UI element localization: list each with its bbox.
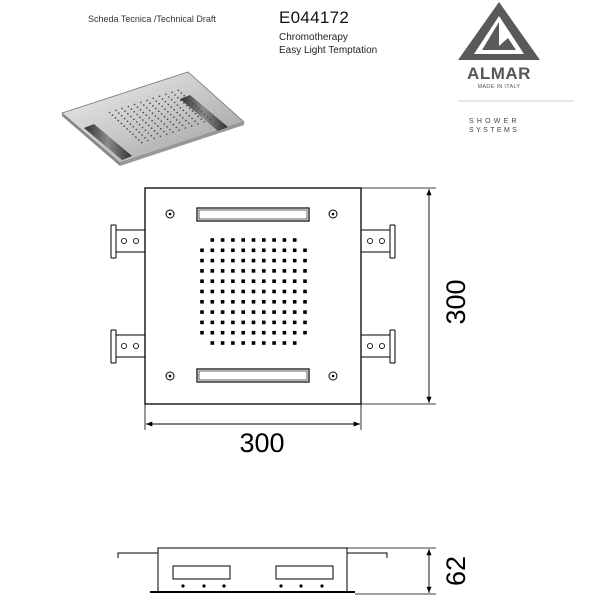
nozzle [293,259,297,263]
render-nozzle [192,110,194,112]
nozzle [293,341,297,345]
render-nozzle [185,120,187,122]
nozzle [262,238,266,242]
nozzle [211,279,215,283]
nozzle [200,249,204,253]
render-nozzle [188,123,190,125]
nozzle [262,279,266,283]
nozzle [200,290,204,294]
render-nozzle [161,113,163,115]
render-nozzle [207,116,209,118]
render-nozzle [140,109,142,111]
nozzle [200,300,204,304]
render-nozzle [109,112,111,114]
render-nozzle [145,129,147,131]
nozzle [221,259,225,263]
render-nozzle [133,126,135,128]
render-nozzle [121,115,123,117]
render-nozzle [189,108,191,110]
nozzle [231,300,235,304]
render-nozzle [148,117,150,119]
render-nozzle [115,117,117,119]
nozzle [211,269,215,273]
nozzle [221,321,225,325]
render-nozzle [186,105,188,107]
nozzle [293,290,297,294]
render-nozzle [185,127,187,129]
nozzle [303,269,307,273]
render-nozzle [128,106,130,108]
nozzle [211,290,215,294]
render-nozzle [130,116,132,118]
nozzle [293,310,297,314]
nozzle [200,310,204,314]
render-nozzle [182,125,184,127]
nozzle [200,269,204,273]
render-nozzle [160,128,162,130]
nozzle [262,310,266,314]
nozzle [241,238,245,242]
render-nozzle [118,112,120,114]
render-nozzle [131,108,133,110]
render-nozzle [155,115,157,117]
nozzle [241,341,245,345]
render-nozzle [183,102,185,104]
product-code: E044172 [279,8,350,27]
nozzle [303,331,307,335]
render-nozzle [170,121,172,123]
render-nozzle [201,118,203,120]
nozzle [252,331,256,335]
nozzle [293,238,297,242]
nozzle [252,300,256,304]
render-nozzle [198,108,200,110]
render-nozzle [148,125,150,127]
render-nozzle [130,123,132,125]
render-nozzle [136,114,138,116]
nozzle [241,321,245,325]
render-nozzle [179,122,181,124]
render-nozzle [176,119,178,121]
render-nozzle [186,98,188,100]
nozzle [252,269,256,273]
render-nozzle [194,120,196,122]
render-nozzle [135,136,137,138]
render-nozzle [178,90,180,92]
nozzle [283,310,287,314]
nozzle [262,259,266,263]
render-nozzle [171,106,173,108]
nozzle [252,259,256,263]
render-nozzle [186,112,188,114]
render-nozzle [133,119,135,121]
render-nozzle [192,103,194,105]
render-nozzle [201,111,203,113]
nozzle [303,249,307,253]
render-nozzle [164,108,166,110]
render-nozzle [149,110,151,112]
render-nozzle [172,131,174,133]
nozzle [211,238,215,242]
render-nozzle [182,117,184,119]
nozzle [293,279,297,283]
nozzle [200,331,204,335]
render-nozzle [136,129,138,131]
render-nozzle [210,119,212,121]
nozzle [262,300,266,304]
nozzle [241,331,245,335]
nozzle [303,279,307,283]
nozzle [221,238,225,242]
render-nozzle [161,121,163,123]
render-nozzle [168,104,170,106]
nozzle [221,331,225,335]
nozzle [272,279,276,283]
nozzle [252,310,256,314]
nozzle [283,259,287,263]
nozzle [272,300,276,304]
document-type-label: Scheda Tecnica /Technical Draft [88,14,216,24]
nozzle [283,300,287,304]
nozzle [211,300,215,304]
render-nozzle [121,108,123,110]
render-nozzle [115,110,117,112]
render-nozzle [139,117,141,119]
nozzle [283,279,287,283]
nozzle [211,259,215,263]
nozzle [241,279,245,283]
render-nozzle [139,124,141,126]
render-nozzle [158,118,160,120]
render-nozzle [159,96,161,98]
nozzle [252,238,256,242]
nozzle [303,300,307,304]
render-nozzle [142,127,144,129]
product-render [62,72,244,166]
render-nozzle [152,105,154,107]
render-nozzle [171,92,173,94]
render-nozzle [156,100,158,102]
nozzle [283,269,287,273]
render-nozzle [163,123,165,125]
nozzle [303,259,307,263]
render-nozzle [144,137,146,139]
render-nozzle [197,123,199,125]
render-nozzle [134,104,136,106]
render-nozzle [166,134,168,136]
render-nozzle [171,99,173,101]
nozzle [283,290,287,294]
render-nozzle [195,106,197,108]
render-nozzle [176,112,178,114]
nozzle [303,290,307,294]
render-nozzle [169,129,171,131]
render-nozzle [127,113,129,115]
nozzle [221,290,225,294]
render-nozzle [138,132,140,134]
render-nozzle [173,124,175,126]
render-nozzle [183,95,185,97]
nozzle [262,321,266,325]
height-dimension [361,188,471,404]
nozzle [231,238,235,242]
side-view [118,548,436,594]
nozzle [221,310,225,314]
render-nozzle [154,130,156,132]
render-nozzle [118,120,120,122]
nozzle [231,269,235,273]
render-nozzle [157,133,159,135]
nozzle [272,259,276,263]
render-nozzle [151,127,153,129]
render-nozzle [170,114,172,116]
nozzle [293,321,297,325]
render-nozzle [160,136,162,138]
render-nozzle [177,97,179,99]
nozzle [241,300,245,304]
nozzle [272,269,276,273]
nozzle [283,249,287,253]
nozzle [231,290,235,294]
nozzle [211,310,215,314]
render-nozzle [148,132,150,134]
nozzle [231,259,235,263]
nozzle [293,249,297,253]
nozzle [272,331,276,335]
nozzle [262,331,266,335]
render-nozzle [164,116,166,118]
nozzle [241,269,245,273]
nozzle [231,331,235,335]
render-nozzle [147,140,149,142]
nozzle [262,341,266,345]
width-value: 300 [239,428,285,458]
render-nozzle [189,100,191,102]
nozzle [293,269,297,273]
nozzle [283,321,287,325]
render-nozzle [163,131,165,133]
render-nozzle [158,110,160,112]
nozzle [272,249,276,253]
render-nozzle [155,108,157,110]
brand-tagline-1: SHOWER [469,118,520,125]
render-nozzle [166,126,168,128]
render-nozzle [179,114,181,116]
render-nozzle [149,102,151,104]
render-nozzle [181,92,183,94]
nozzle [252,290,256,294]
product-name: Easy Light Temptation [279,45,378,56]
render-nozzle [146,114,148,116]
render-nozzle [177,104,179,106]
render-nozzle [141,134,143,136]
nozzle [272,310,276,314]
render-nozzle [153,98,155,100]
render-nozzle [167,119,169,121]
brand-tagline-2: SYSTEMS [469,127,520,134]
render-nozzle [157,125,159,127]
nozzle [241,310,245,314]
render-nozzle [143,112,145,114]
render-nozzle [146,107,148,109]
nozzle [221,341,225,345]
nozzle [221,300,225,304]
nozzle [303,321,307,325]
nozzle [272,238,276,242]
nozzle [221,279,225,283]
nozzle [252,341,256,345]
render-nozzle [124,110,126,112]
render-nozzle [152,112,154,114]
nozzle [303,310,307,314]
depth-value: 62 [441,555,471,587]
render-nozzle [165,94,167,96]
render-nozzle [123,125,125,127]
render-nozzle [140,102,142,104]
render-nozzle [203,121,205,123]
render-nozzle [173,109,175,111]
brand-made-in: MADE IN ITALY [477,84,521,90]
render-nozzle [151,135,153,137]
render-nozzle [174,102,176,104]
render-nozzle [178,129,180,131]
nozzle [262,269,266,273]
render-nozzle [168,96,170,98]
render-nozzle [142,119,144,121]
render-nozzle [191,118,193,120]
nozzle [252,321,256,325]
nozzle [211,321,215,325]
width-dimension [145,404,361,458]
render-nozzle [180,107,182,109]
brand-name: ALMAR [467,64,531,83]
render-nozzle [132,134,134,136]
nozzle [252,279,256,283]
render-nozzle [162,98,164,100]
render-nozzle [133,111,135,113]
render-nozzle [204,114,206,116]
render-nozzle [167,111,169,113]
render-nozzle [112,114,114,116]
nozzle [272,290,276,294]
render-nozzle [161,106,163,108]
render-nozzle [165,101,167,103]
render-nozzle [129,131,131,133]
render-nozzle [136,121,138,123]
render-nozzle [173,116,175,118]
render-nozzle [176,127,178,129]
nozzle [241,249,245,253]
render-nozzle [188,115,190,117]
render-nozzle [143,104,145,106]
top-view [111,188,395,404]
nozzle [231,341,235,345]
render-nozzle [195,113,197,115]
render-nozzle [180,100,182,102]
nozzle [211,341,215,345]
nozzle [293,300,297,304]
nozzle [231,321,235,325]
nozzle [293,331,297,335]
nozzle [200,259,204,263]
render-nozzle [191,125,193,127]
product-feature: Chromotherapy [279,32,348,43]
render-nozzle [154,123,156,125]
nozzle [283,341,287,345]
render-nozzle [146,100,148,102]
nozzle [252,249,256,253]
nozzle [231,249,235,253]
render-nozzle [153,138,155,140]
nozzle [241,290,245,294]
nozzle [283,238,287,242]
nozzle [211,331,215,335]
nozzle [231,279,235,283]
render-nozzle [198,116,200,118]
nozzle [272,341,276,345]
nozzle [272,321,276,325]
render-nozzle [151,120,153,122]
nozzle [211,249,215,253]
render-nozzle [126,128,128,130]
height-value: 300 [441,279,471,325]
nozzle [200,321,204,325]
nozzle [241,259,245,263]
render-nozzle [174,94,176,96]
render-nozzle [183,110,185,112]
render-nozzle [145,122,147,124]
render-nozzle [124,118,126,120]
render-nozzle [138,139,140,141]
nozzle [262,290,266,294]
render-nozzle [141,142,143,144]
nozzle [283,331,287,335]
render-nozzle [127,121,129,123]
nozzle [262,249,266,253]
nozzle [231,310,235,314]
nozzle [221,249,225,253]
render-nozzle [137,106,139,108]
nozzle [221,269,225,273]
nozzle [200,279,204,283]
render-nozzle [121,123,123,125]
render-nozzle [158,103,160,105]
